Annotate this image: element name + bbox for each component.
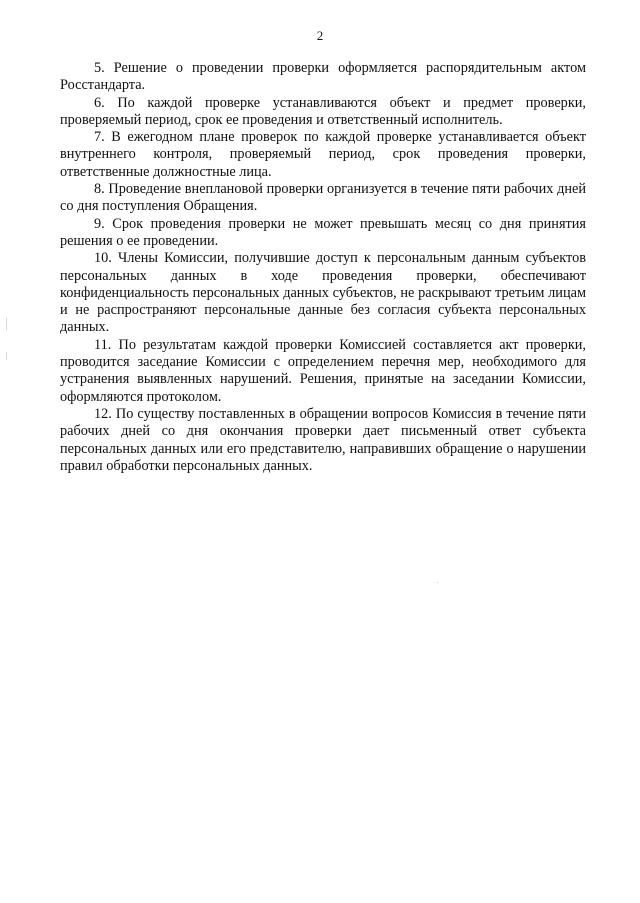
paragraph-8: 8. Проведение внеплановой проверки организуется в течение пяти рабочих дней со дня поступления Обращения. <box>60 181 586 215</box>
scan-speck <box>437 582 438 583</box>
paragraph-5: 5. Решение о проведении проверки оформляется распорядительным актом Росстандарта. <box>60 60 586 94</box>
paragraph-7: 7. В ежегодном плане проверок по каждой проверке устанавливается объект внутреннего контроля, проверяемый период, срок проведения проверки, ответственные должностные лица. <box>60 129 586 180</box>
paragraph-10: 10. Члены Комиссии, получившие доступ к персональным данным субъектов персональных данных в ходе проведения проверки, обеспечивают конфиденциальность персональных данных субъектов, не раскрывают третьим лицам и не распространяют персональные данные без согласия субъекта персональных данных. <box>60 250 586 336</box>
scan-margin-mark <box>6 352 7 360</box>
paragraph-12: 12. По существу поставленных в обращении вопросов Комиссия в течение пяти рабочих дней со дня окончания проверки дает письменный ответ субъекта персональных данных или его представителю, направивших обращение о нарушении правил обработки персональных данных. <box>60 405 586 474</box>
document-body <box>60 60 586 475</box>
paragraph-11: 11. По результатам каждой проверки Комиссией составляется акт проверки, проводится заседание Комиссии с определением перечня мер, необходимого для устранения выявленных нарушений. Решения, принятые на заседании Комиссии, оформляются протоколом. <box>60 336 586 405</box>
scan-margin-mark <box>6 318 7 330</box>
page-number: 2 <box>316 28 324 43</box>
paragraph-6: 6. По каждой проверке устанавливаются объект и предмет проверки, проверяемый период, срок ее проведения и ответственный исполнитель. <box>60 94 586 128</box>
paragraph-9: 9. Срок проведения проверки не может превышать месяц со дня принятия решения о ее проведении. <box>60 215 586 249</box>
